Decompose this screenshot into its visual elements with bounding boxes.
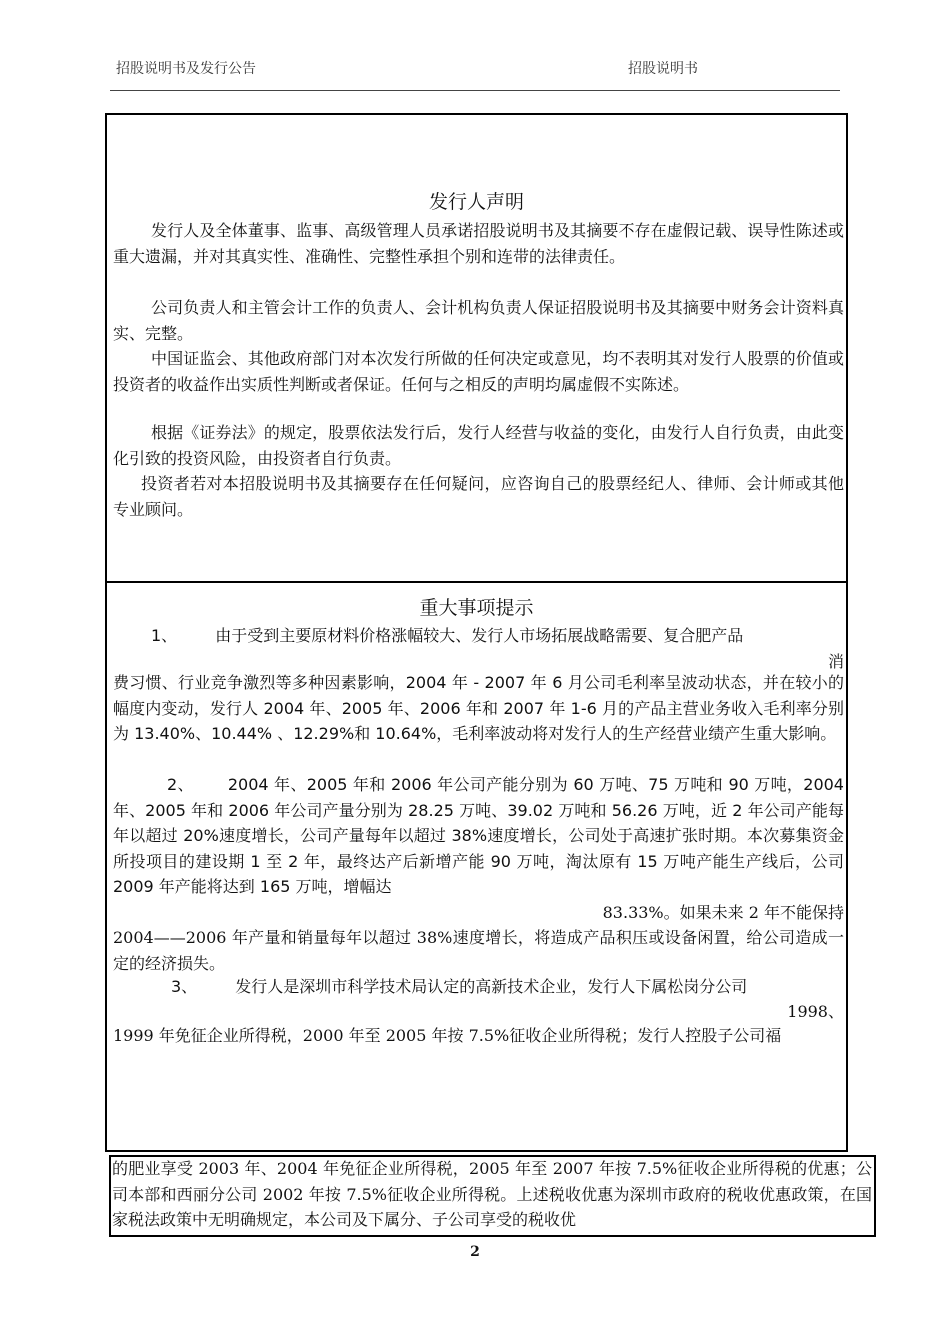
section-divider [105,581,848,583]
notice-item-1-lead: 由于受到主要原材料价格涨幅较大、发行人市场拓展战略需要、复合肥产品 [215,626,744,645]
header-rule [110,90,840,91]
declaration-paragraph-3: 中国证监会、其他政府部门对本次发行所做的任何决定或意见，均不表明其对发行人股票的价值或投资者的收益作出实质性判断或者保证。任何与之相反的声明均属虚假不实陈述。 [113,349,844,394]
notice-item-3-body: 1999 年免征企业所得税，2000 年至 2005 年按 7.5%征收企业所得税；发行人控股子公司福 [113,1026,782,1045]
notice-item-2-tail: 2004——2006 年产量和销量每年以超过 38%速度增长，将造成产品积压或设备闲置，给公司造成一定的经济损失。 [113,928,844,973]
notice-item-3-wrap: 1998、 [787,1002,844,1021]
notice-item-1-body: 费习惯、行业竞争激烈等多种因素影响，2004 年 - 2007 年 6 月公司毛利率呈波动状态，并在较小的幅度内变动，发行人 2004 年、2005 年、2006 年和 2007 年 1-6 月的产品主营业务收入毛利率分别为 13.40%、10.44% 、12.29%和 10.64%，毛利率波动将对发行人的生产经营业绩产生重大影响。 [113,673,844,743]
notice-item-1-number: 1、 [151,626,178,645]
declaration-paragraph-5: 投资者若对本招股说明书及其摘要存在任何疑问，应咨询自己的股票经纪人、律师、会计师或其他专业顾问。 [113,474,844,519]
page-number: 2 [470,1244,480,1260]
notice-item-2-body [113,772,844,900]
declaration-paragraph-1: 发行人及全体董事、监事、高级管理人员承诺招股说明书及其摘要不存在虚假记载、误导性陈述或重大遗漏，并对其真实性、准确性、完整性承担个别和连带的法律责任。 [113,221,844,266]
header-left-title: 招股说明书及发行公告 [116,61,256,77]
header-right-title: 招股说明书 [628,61,698,77]
notice-item-1-wrap: 消 [827,652,844,671]
notices-title: 重大事项提示 [419,597,534,619]
notice-item-3-number: 3、 [171,977,198,996]
declaration-paragraph-2: 公司负责人和主管会计工作的负责人、会计机构负责人保证招股说明书及其摘要中财务会计资料真实、完整。 [113,298,844,343]
notice-item-2-number: 2、 [167,775,194,794]
notice-item-1-first-line [113,623,844,649]
notice-item-3-first-line [113,974,844,1000]
notice-item-2-wrap: 83.33%。如果未来 2 年不能保持 [602,903,844,922]
notice-item-2-lead: 2004 年、2005 年和 2006 年公司产能分别为 60 万吨、75 万吨和 90 万吨，2004 年、2005 年和 2006 年公司产量分别为 28.25 万吨、39.02 万吨和 56.26 万吨，近 2 年公司产能每年以超过 20%速度增长，公司产量每年以超过 38%速度增长，公司处于高速扩张时期。本次募集资金所投项目的建设期 1 至 2 年，最终达产后新增产能 90 万吨，淘汰原有 15 万吨产能生产线后，公司 2009 年产能将达到 165 万吨，增幅达 [113,775,844,896]
declaration-title: 发行人声明 [428,191,524,213]
continuation-text: 的肥业享受 2003 年、2004 年免征企业所得税，2005 年至 2007 年按 7.5%征收企业所得税的优惠；公司本部和西丽分公司 2002 年按 7.5%征收企业所得税。上述税收优惠为深圳市政府的税收优惠政策，在国家税法政策中无明确规定，本公司及下属分、子公司享受的税收优 [112,1159,872,1229]
notice-item-3-lead: 发行人是深圳市科学技术局认定的高新技术企业，发行人下属松岗分公司 [235,977,748,996]
declaration-paragraph-4: 根据《证券法》的规定，股票依法发行后，发行人经营与收益的变化，由发行人自行负责，由此变化引致的投资风险，由投资者自行负责。 [113,423,844,468]
